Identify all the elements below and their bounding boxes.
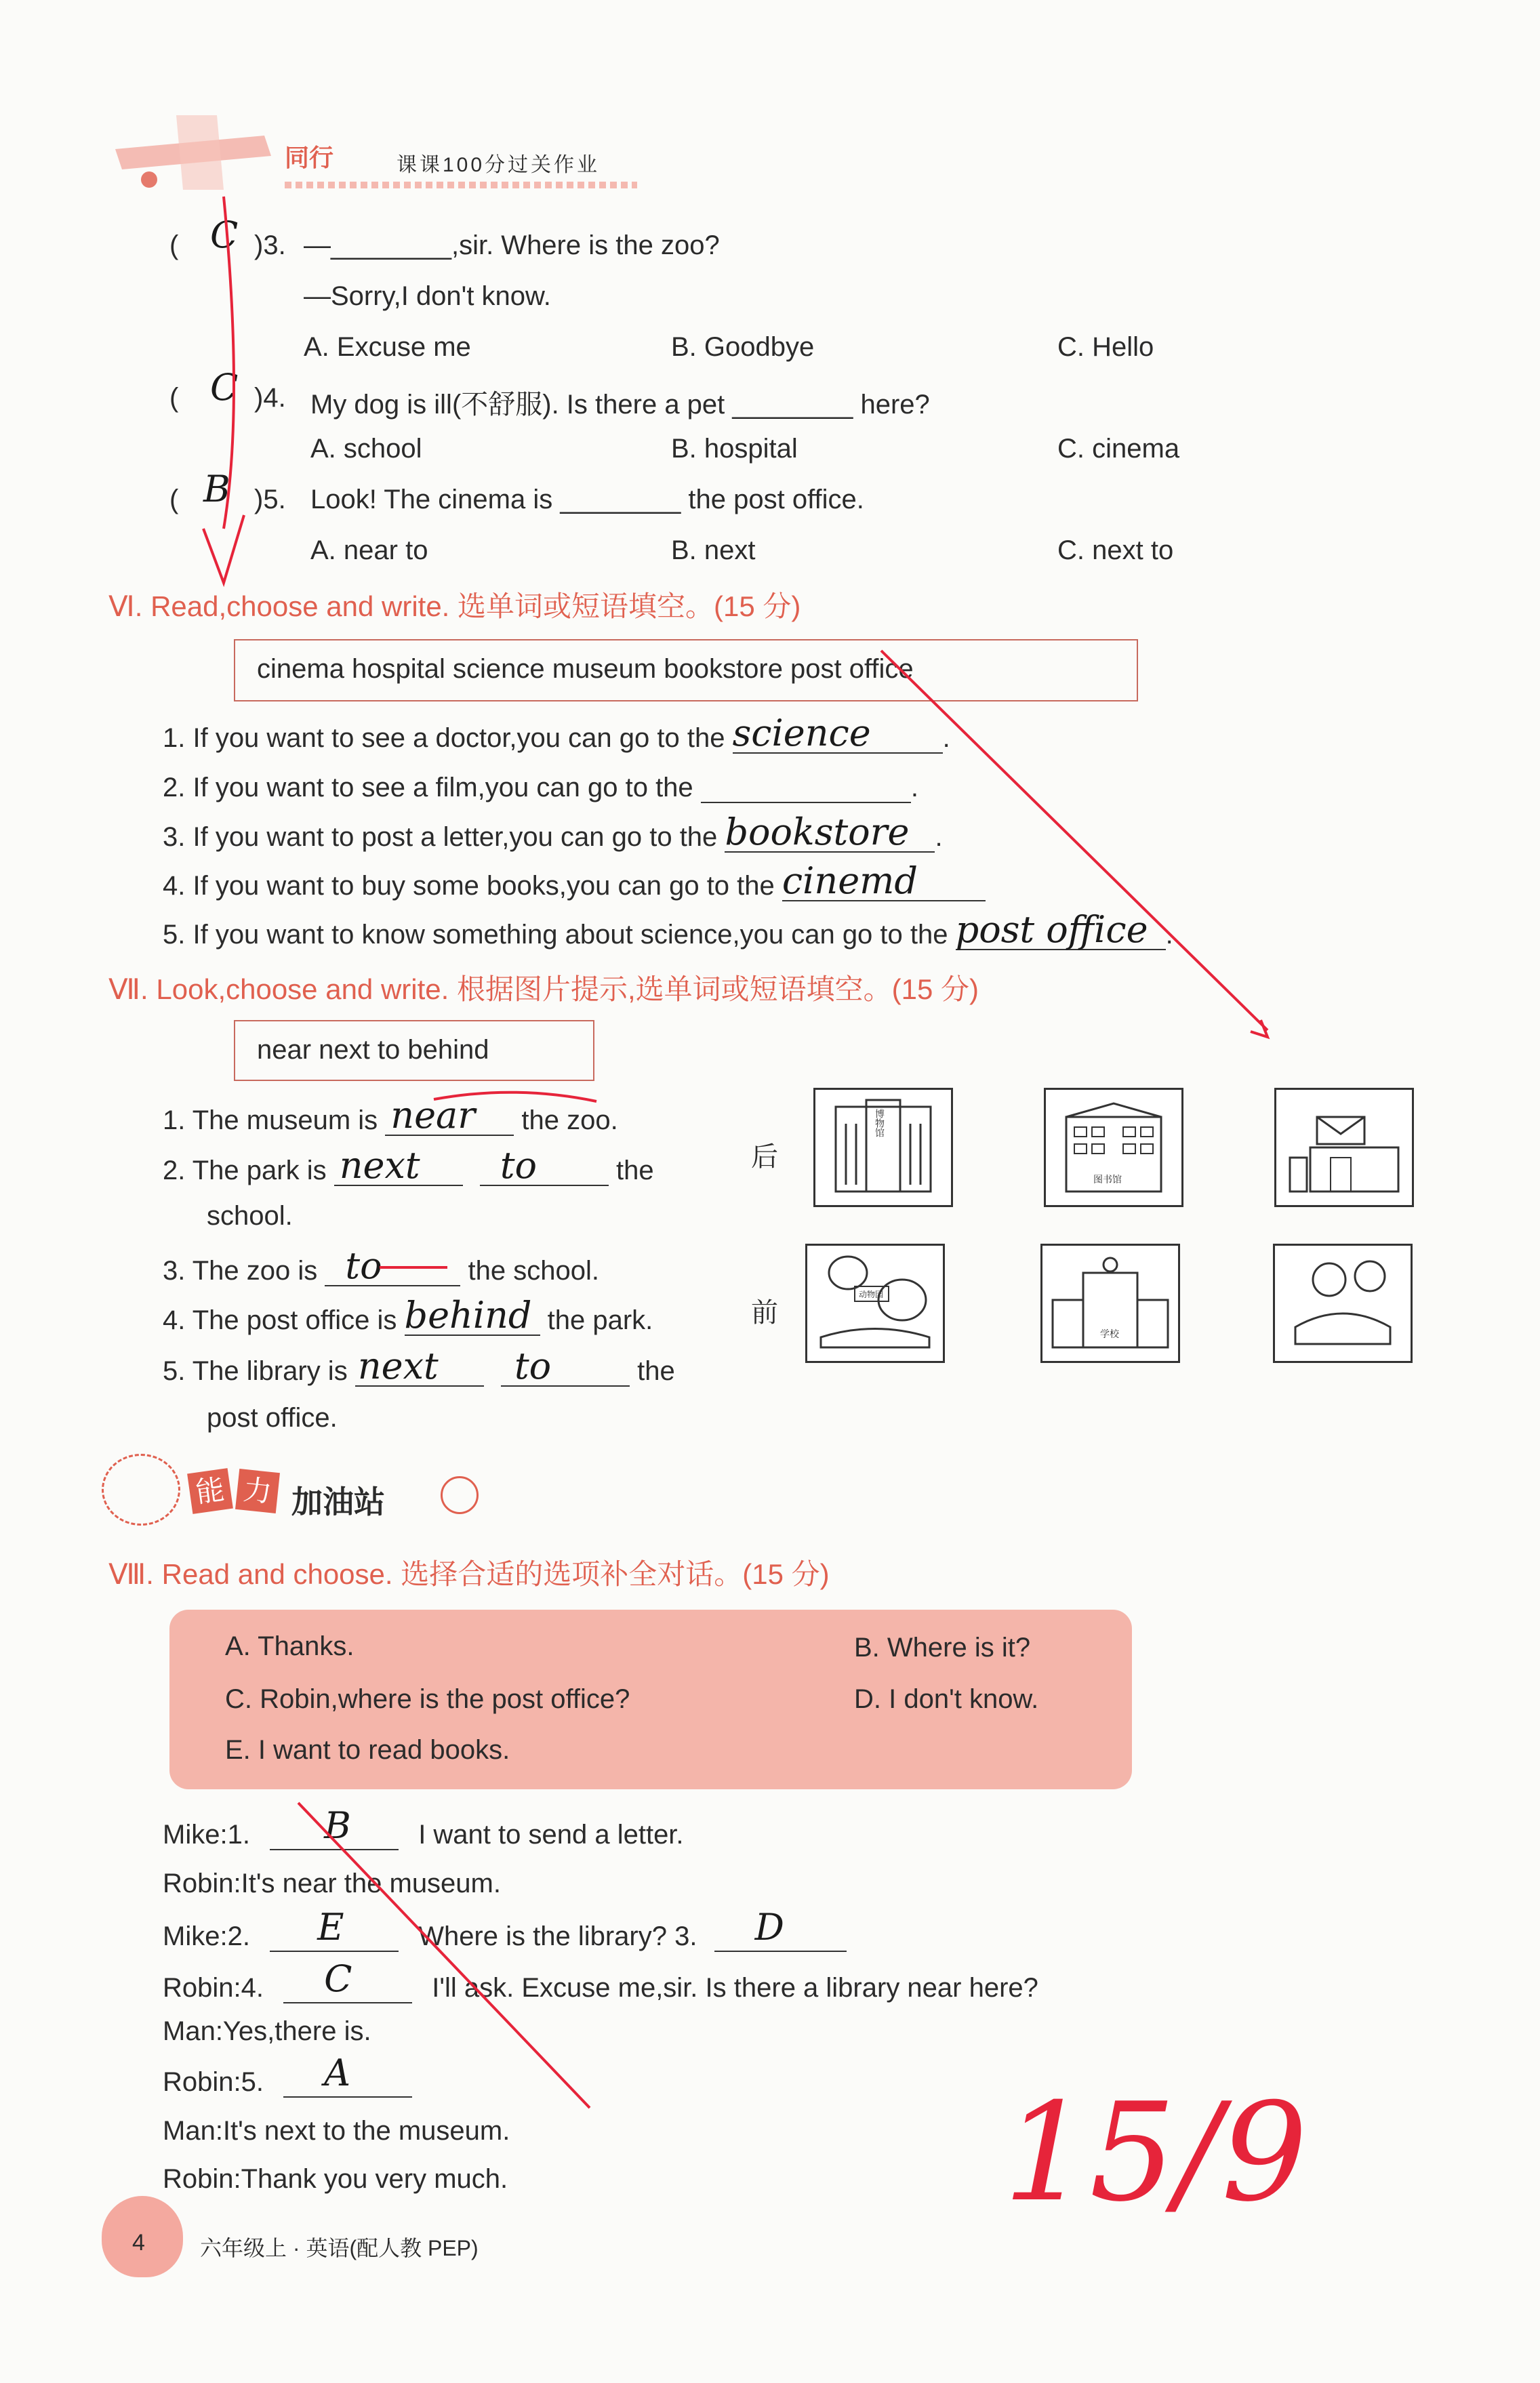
- punct: .: [910, 773, 918, 802]
- library-sign: 图书馆: [1093, 1174, 1122, 1185]
- speaker-text: Robin:5.: [163, 2067, 264, 2097]
- option-a: A. near to: [310, 535, 428, 565]
- header-brand: 同行: [285, 144, 334, 171]
- item-text: 2. The park is: [163, 1156, 327, 1185]
- option-e: E. I want to read books.: [225, 1735, 510, 1765]
- option-d: D. I don't know.: [854, 1684, 1039, 1714]
- handwritten-answer: cinemd: [782, 859, 918, 902]
- question-text-2: —Sorry,I don't know.: [304, 281, 551, 311]
- handwritten-answer: to: [500, 1144, 538, 1187]
- question-text: Look! The cinema is ________ the post office.: [310, 485, 864, 514]
- score-mark: 15/9: [1003, 2074, 1308, 2232]
- option-b: B. Where is it?: [854, 1633, 1031, 1663]
- item-text-end: the: [637, 1356, 675, 1386]
- handwritten-answer: E: [317, 1906, 344, 1949]
- option-b: B. next: [671, 535, 756, 565]
- page-number: 4: [132, 2230, 145, 2256]
- item-text: 3. The zoo is: [163, 1256, 318, 1286]
- list-item-cont: post office.: [207, 1403, 338, 1433]
- item-text-end: the zoo.: [521, 1105, 618, 1135]
- paren: (: [169, 383, 179, 413]
- word-list: cinema hospital science museum bookstore post office: [257, 654, 914, 684]
- zoo-sign: 动物园: [859, 1290, 884, 1299]
- museum-sign: 博物馆: [874, 1109, 885, 1137]
- item-text-end: the park.: [547, 1305, 653, 1335]
- item-text-end: the: [615, 1156, 654, 1185]
- handwritten-answer: next: [339, 1144, 420, 1187]
- handwritten-answer: behind: [404, 1294, 532, 1337]
- item-text: 1. If you want to see a doctor,you can go to the: [163, 723, 725, 753]
- line-text: Where is the library? 3.: [418, 1921, 697, 1951]
- handwritten-answer: to: [514, 1345, 552, 1387]
- option-c: C. cinema: [1057, 434, 1180, 464]
- line-text: I'll ask. Excuse me,sir. Is there a library near here?: [432, 1973, 1038, 2003]
- item-text: 3. If you want to post a letter,you can go to the: [163, 822, 718, 852]
- banner-char-2: 力: [235, 1469, 280, 1513]
- item-text-end: the school.: [468, 1256, 599, 1286]
- list-item-cont: school.: [207, 1201, 293, 1231]
- section-7-title: Ⅶ. Look,choose and write. 根据图片提示,选单词或短语填空。(15 分): [108, 973, 979, 1005]
- paren: (: [169, 230, 179, 260]
- item-text: 1. The museum is: [163, 1105, 378, 1135]
- question-number: )4.: [254, 383, 286, 413]
- speaker-text: Mike:2.: [163, 1921, 250, 1951]
- question-text: —________,sir. Where is the zoo?: [304, 230, 720, 260]
- handwritten-answer: D: [754, 1906, 784, 1949]
- handwritten-answer: B: [324, 1804, 351, 1847]
- handwritten-answer: post office: [955, 908, 1148, 951]
- item-text: 2. If you want to see a film,you can go to the: [163, 773, 693, 802]
- speaker-text: Mike:1.: [163, 1820, 250, 1850]
- option-b: B. Goodbye: [671, 332, 815, 362]
- school-sign: 学校: [1100, 1328, 1119, 1339]
- option-a: A. Excuse me: [304, 332, 471, 362]
- line-text: I want to send a letter.: [418, 1820, 684, 1850]
- option-a: A. school: [310, 434, 422, 464]
- book-info: 六年级上 · 英语(配人教 PEP): [200, 2236, 479, 2260]
- dialogue-line: Robin:It's near the museum.: [163, 1869, 501, 1898]
- banner-title: 加油站: [291, 1484, 385, 1520]
- handwritten-answer: C: [210, 213, 239, 256]
- handwritten-answer: bookstore: [725, 811, 910, 853]
- section-6-title: Ⅵ. Read,choose and write. 选单词或短语填空。(15 分): [108, 590, 801, 622]
- punct: .: [1165, 920, 1173, 950]
- item-text: 5. The library is: [163, 1356, 348, 1386]
- question-number: )5.: [254, 485, 286, 514]
- handwritten-answer: A: [324, 2052, 351, 2094]
- handwritten-answer: C: [210, 366, 239, 409]
- handwritten-answer: science: [732, 712, 871, 754]
- punct: .: [935, 822, 943, 852]
- handwritten-answer: to: [345, 1244, 382, 1287]
- handwritten-answer: B: [203, 468, 230, 510]
- dialogue-line: Robin:Thank you very much.: [163, 2164, 508, 2194]
- header-subtitle: 课课100分过关作业: [397, 154, 601, 176]
- handwritten-answer: C: [324, 1957, 352, 2000]
- section-8-title: Ⅷ. Read and choose. 选择合适的选项补全对话。(15 分): [108, 1558, 830, 1590]
- item-text: 5. If you want to know something about science,you can go to the: [163, 920, 948, 950]
- punct: .: [942, 723, 950, 753]
- back-label: 后: [751, 1142, 778, 1172]
- option-c: C. next to: [1057, 535, 1174, 565]
- handwritten-answer: near: [390, 1094, 476, 1137]
- item-text: 4. The post office is: [163, 1305, 397, 1335]
- question-number: )3.: [254, 230, 286, 260]
- item-text: 4. If you want to buy some books,you can go to the: [163, 871, 775, 901]
- paren: (: [169, 485, 179, 514]
- speaker-text: Robin:4.: [163, 1973, 264, 2003]
- word-list: near next to behind: [257, 1035, 489, 1065]
- dialogue-line: Man:Yes,there is.: [163, 2016, 371, 2046]
- question-text: My dog is ill(不舒服). Is there a pet ________ here?: [310, 390, 930, 420]
- front-label: 前: [751, 1298, 778, 1328]
- option-b: B. hospital: [671, 434, 798, 464]
- option-c: C. Hello: [1057, 332, 1154, 362]
- handwritten-answer: next: [357, 1345, 439, 1387]
- option-a: A. Thanks.: [225, 1631, 354, 1661]
- option-c: C. Robin,where is the post office?: [225, 1684, 630, 1714]
- banner-char-1: 能: [187, 1468, 233, 1514]
- dialogue-line: Man:It's next to the museum.: [163, 2116, 510, 2146]
